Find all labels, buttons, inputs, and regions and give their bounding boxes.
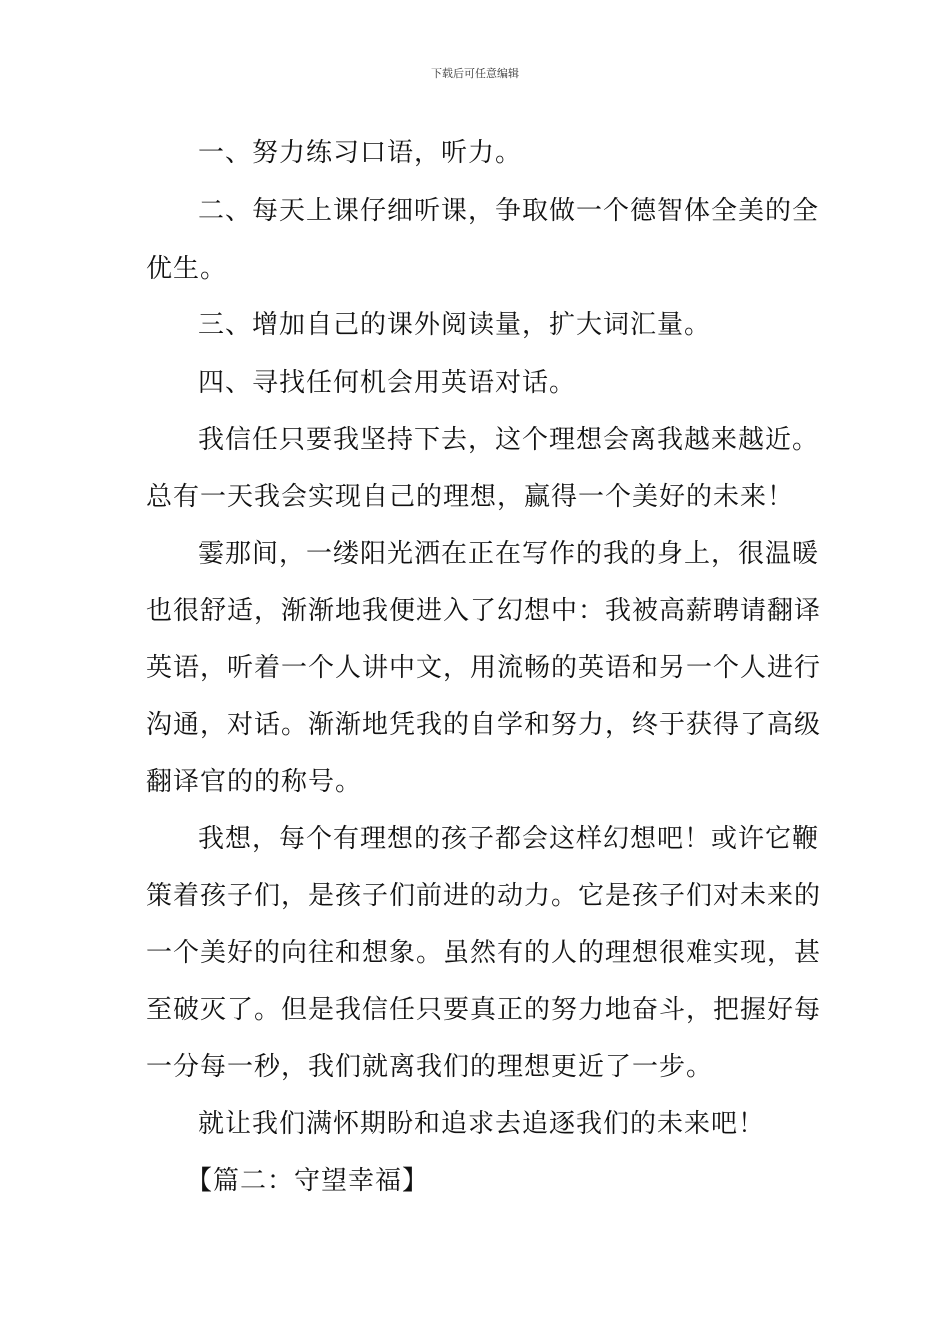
text-line-5: 四、寻找任何机会用英语对话。 — [198, 368, 577, 398]
text-line-11: 沟通，对话。渐渐地凭我的自学和努力，终于获得了高级 — [146, 710, 822, 740]
text-line-8: 霎那间，一缕阳光洒在正在写作的我的身上，很温暖 — [198, 539, 820, 569]
text-line-1: 一、努力练习口语，听力。 — [198, 138, 523, 168]
page-header-note: 下载后可任意编辑 — [431, 67, 519, 80]
text-line-2: 二、每天上课仔细听课，争取做一个德智体全美的全 — [198, 196, 820, 226]
text-line-17: 一分每一秒，我们就离我们的理想更近了一步。 — [146, 1052, 714, 1082]
text-line-10: 英语，听着一个人讲中文，用流畅的英语和另一个人进行 — [146, 653, 822, 683]
text-line-3: 优生。 — [146, 254, 228, 284]
text-line-15: 一个美好的向往和想象。虽然有的人的理想很难实现，甚 — [146, 938, 822, 968]
text-line-9: 也很舒适，渐渐地我便进入了幻想中：我被高薪聘请翻译 — [146, 596, 822, 626]
text-line-14: 策着孩子们，是孩子们前进的动力。它是孩子们对未来的 — [146, 881, 822, 911]
text-line-18: 就让我们满怀期盼和追求去追逐我们的未来吧！ — [198, 1109, 766, 1139]
text-line-6: 我信任只要我坚持下去，这个理想会离我越来越近。 — [198, 425, 820, 455]
text-line-12: 翻译官的的称号。 — [146, 767, 363, 797]
text-line-7: 总有一天我会实现自己的理想，赢得一个美好的未来！ — [146, 482, 795, 512]
text-line-4: 三、增加自己的课外阅读量，扩大词汇量。 — [198, 310, 712, 340]
text-line-16: 至破灭了。但是我信任只要真正的努力地奋斗，把握好每 — [146, 995, 822, 1025]
text-line-13: 我想，每个有理想的孩子都会这样幻想吧！或许它鞭 — [198, 824, 820, 854]
section-heading: 【篇二：守望幸福】 — [186, 1166, 430, 1196]
